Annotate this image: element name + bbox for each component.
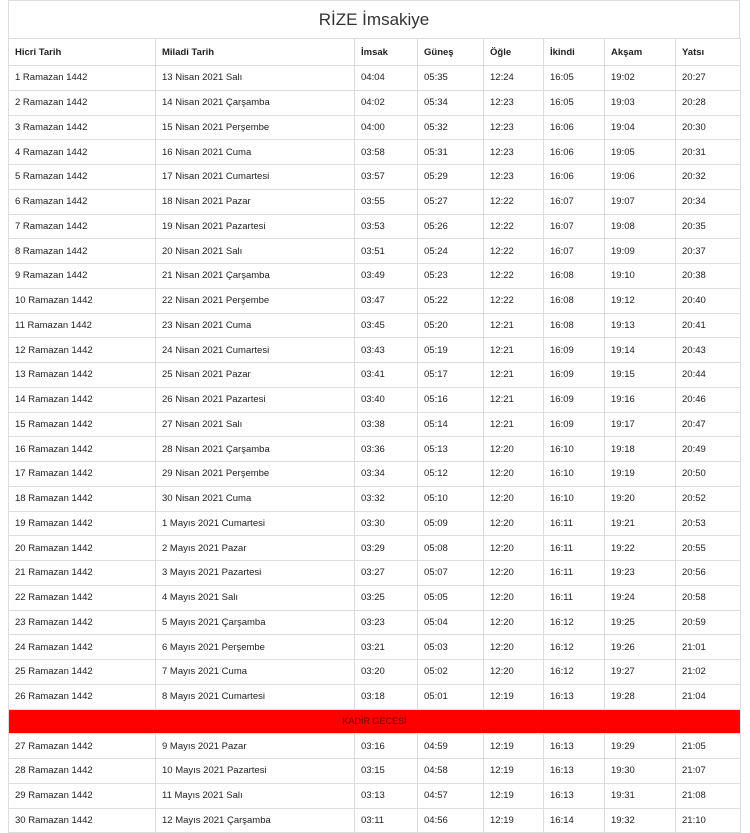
hicri-date-cell: 27 Ramazan 1442 (9, 734, 156, 759)
gunes-time-cell: 05:29 (418, 165, 484, 190)
miladi-date-cell: 20 Nisan 2021 Salı (156, 239, 355, 264)
ogle-time-cell: 12:20 (484, 462, 544, 487)
miladi-date-cell: 4 Mayıs 2021 Salı (156, 585, 355, 610)
aksam-time-cell: 19:12 (605, 288, 676, 313)
miladi-date-cell: 5 Mayıs 2021 Çarşamba (156, 610, 355, 635)
hicri-date-cell: 24 Ramazan 1442 (9, 635, 156, 660)
aksam-time-cell: 19:02 (605, 66, 676, 91)
miladi-date-cell: 16 Nisan 2021 Cuma (156, 140, 355, 165)
ogle-time-cell: 12:20 (484, 536, 544, 561)
aksam-time-cell: 19:03 (605, 90, 676, 115)
table-row (9, 462, 741, 487)
imsak-time-cell: 03:27 (355, 561, 418, 586)
ikindi-time-cell: 16:13 (544, 759, 605, 784)
gunes-time-cell: 05:32 (418, 115, 484, 140)
gunes-time-cell: 04:59 (418, 734, 484, 759)
gunes-time-cell: 05:22 (418, 288, 484, 313)
ikindi-time-cell: 16:11 (544, 536, 605, 561)
column-header-hicri: Hicri Tarih (9, 39, 156, 66)
gunes-time-cell: 05:26 (418, 214, 484, 239)
ikindi-time-cell: 16:12 (544, 635, 605, 660)
ogle-time-cell: 12:19 (484, 684, 544, 709)
hicri-date-cell: 12 Ramazan 1442 (9, 338, 156, 363)
miladi-date-cell: 24 Nisan 2021 Cumartesi (156, 338, 355, 363)
miladi-date-cell: 3 Mayıs 2021 Pazartesi (156, 561, 355, 586)
miladi-date-cell: 14 Nisan 2021 Çarşamba (156, 90, 355, 115)
miladi-date-cell: 7 Mayıs 2021 Cuma (156, 660, 355, 685)
miladi-date-cell: 26 Nisan 2021 Pazartesi (156, 387, 355, 412)
aksam-time-cell: 19:20 (605, 486, 676, 511)
imsak-time-cell: 03:57 (355, 165, 418, 190)
imsak-time-cell: 03:11 (355, 808, 418, 833)
aksam-time-cell: 19:13 (605, 313, 676, 338)
gunes-time-cell: 05:03 (418, 635, 484, 660)
aksam-time-cell: 19:29 (605, 734, 676, 759)
hicri-date-cell: 7 Ramazan 1442 (9, 214, 156, 239)
aksam-time-cell: 19:04 (605, 115, 676, 140)
hicri-date-cell: 6 Ramazan 1442 (9, 189, 156, 214)
column-header-aksam: Akşam (605, 39, 676, 66)
ogle-time-cell: 12:22 (484, 214, 544, 239)
aksam-time-cell: 19:06 (605, 165, 676, 190)
column-header-gunes: Güneş (418, 39, 484, 66)
miladi-date-cell: 1 Mayıs 2021 Cumartesi (156, 511, 355, 536)
yatsi-time-cell: 20:53 (676, 511, 741, 536)
ikindi-time-cell: 16:12 (544, 610, 605, 635)
gunes-time-cell: 05:31 (418, 140, 484, 165)
ogle-time-cell: 12:20 (484, 561, 544, 586)
imsakiye-table (8, 38, 741, 833)
hicri-date-cell: 30 Ramazan 1442 (9, 808, 156, 833)
aksam-time-cell: 19:22 (605, 536, 676, 561)
ikindi-time-cell: 16:09 (544, 387, 605, 412)
yatsi-time-cell: 20:28 (676, 90, 741, 115)
table-row (9, 412, 741, 437)
gunes-time-cell: 05:12 (418, 462, 484, 487)
ogle-time-cell: 12:23 (484, 90, 544, 115)
ikindi-time-cell: 16:06 (544, 140, 605, 165)
ikindi-time-cell: 16:08 (544, 288, 605, 313)
ikindi-time-cell: 16:11 (544, 511, 605, 536)
table-row (9, 511, 741, 536)
ikindi-time-cell: 16:08 (544, 264, 605, 289)
aksam-time-cell: 19:05 (605, 140, 676, 165)
yatsi-time-cell: 20:30 (676, 115, 741, 140)
imsak-time-cell: 03:20 (355, 660, 418, 685)
hicri-date-cell: 18 Ramazan 1442 (9, 486, 156, 511)
aksam-time-cell: 19:10 (605, 264, 676, 289)
yatsi-time-cell: 21:05 (676, 734, 741, 759)
imsak-time-cell: 03:34 (355, 462, 418, 487)
ikindi-time-cell: 16:11 (544, 561, 605, 586)
hicri-date-cell: 22 Ramazan 1442 (9, 585, 156, 610)
ikindi-time-cell: 16:10 (544, 437, 605, 462)
miladi-date-cell: 13 Nisan 2021 Salı (156, 66, 355, 91)
table-row (9, 437, 741, 462)
miladi-date-cell: 23 Nisan 2021 Cuma (156, 313, 355, 338)
imsak-time-cell: 03:55 (355, 189, 418, 214)
imsak-time-cell: 03:38 (355, 412, 418, 437)
ogle-time-cell: 12:22 (484, 189, 544, 214)
ogle-time-cell: 12:22 (484, 239, 544, 264)
gunes-time-cell: 05:17 (418, 363, 484, 388)
imsak-time-cell: 03:13 (355, 783, 418, 808)
miladi-date-cell: 9 Mayıs 2021 Pazar (156, 734, 355, 759)
gunes-time-cell: 05:19 (418, 338, 484, 363)
imsak-time-cell: 03:51 (355, 239, 418, 264)
aksam-time-cell: 19:27 (605, 660, 676, 685)
gunes-time-cell: 05:08 (418, 536, 484, 561)
gunes-time-cell: 05:27 (418, 189, 484, 214)
ogle-time-cell: 12:23 (484, 115, 544, 140)
miladi-date-cell: 27 Nisan 2021 Salı (156, 412, 355, 437)
yatsi-time-cell: 21:10 (676, 808, 741, 833)
ogle-time-cell: 12:21 (484, 412, 544, 437)
ikindi-time-cell: 16:05 (544, 66, 605, 91)
table-row (9, 759, 741, 784)
column-header-yatsi: Yatsı (676, 39, 741, 66)
imsak-time-cell: 03:18 (355, 684, 418, 709)
yatsi-time-cell: 20:40 (676, 288, 741, 313)
hicri-date-cell: 20 Ramazan 1442 (9, 536, 156, 561)
ogle-time-cell: 12:21 (484, 363, 544, 388)
table-row (9, 783, 741, 808)
ikindi-time-cell: 16:13 (544, 684, 605, 709)
imsak-time-cell: 03:30 (355, 511, 418, 536)
ikindi-time-cell: 16:05 (544, 90, 605, 115)
aksam-time-cell: 19:23 (605, 561, 676, 586)
hicri-date-cell: 28 Ramazan 1442 (9, 759, 156, 784)
ikindi-time-cell: 16:10 (544, 462, 605, 487)
table-row (9, 684, 741, 709)
yatsi-time-cell: 20:38 (676, 264, 741, 289)
table-row (9, 66, 741, 91)
gunes-time-cell: 05:04 (418, 610, 484, 635)
special-day-label: KADİR GECESİ (9, 709, 741, 734)
ogle-time-cell: 12:19 (484, 808, 544, 833)
gunes-time-cell: 04:56 (418, 808, 484, 833)
yatsi-time-cell: 21:04 (676, 684, 741, 709)
yatsi-time-cell: 20:59 (676, 610, 741, 635)
yatsi-time-cell: 21:08 (676, 783, 741, 808)
ikindi-time-cell: 16:08 (544, 313, 605, 338)
yatsi-time-cell: 20:35 (676, 214, 741, 239)
aksam-time-cell: 19:26 (605, 635, 676, 660)
table-row (9, 288, 741, 313)
hicri-date-cell: 29 Ramazan 1442 (9, 783, 156, 808)
hicri-date-cell: 26 Ramazan 1442 (9, 684, 156, 709)
kadir-gecesi-row (9, 709, 741, 734)
gunes-time-cell: 05:35 (418, 66, 484, 91)
imsak-time-cell: 03:43 (355, 338, 418, 363)
ikindi-time-cell: 16:14 (544, 808, 605, 833)
table-body (9, 66, 741, 833)
miladi-date-cell: 19 Nisan 2021 Pazartesi (156, 214, 355, 239)
yatsi-time-cell: 20:37 (676, 239, 741, 264)
ikindi-time-cell: 16:07 (544, 214, 605, 239)
yatsi-time-cell: 20:55 (676, 536, 741, 561)
table-row (9, 363, 741, 388)
imsak-time-cell: 03:40 (355, 387, 418, 412)
yatsi-time-cell: 20:47 (676, 412, 741, 437)
aksam-time-cell: 19:15 (605, 363, 676, 388)
table-row (9, 536, 741, 561)
imsak-time-cell: 03:45 (355, 313, 418, 338)
ikindi-time-cell: 16:12 (544, 660, 605, 685)
gunes-time-cell: 05:16 (418, 387, 484, 412)
hicri-date-cell: 4 Ramazan 1442 (9, 140, 156, 165)
table-row (9, 338, 741, 363)
aksam-time-cell: 19:18 (605, 437, 676, 462)
ogle-time-cell: 12:20 (484, 585, 544, 610)
aksam-time-cell: 19:28 (605, 684, 676, 709)
table-row (9, 115, 741, 140)
ogle-time-cell: 12:21 (484, 338, 544, 363)
miladi-date-cell: 28 Nisan 2021 Çarşamba (156, 437, 355, 462)
yatsi-time-cell: 20:27 (676, 66, 741, 91)
hicri-date-cell: 11 Ramazan 1442 (9, 313, 156, 338)
imsak-time-cell: 03:32 (355, 486, 418, 511)
miladi-date-cell: 21 Nisan 2021 Çarşamba (156, 264, 355, 289)
ogle-time-cell: 12:20 (484, 511, 544, 536)
imsak-time-cell: 03:49 (355, 264, 418, 289)
ikindi-time-cell: 16:13 (544, 734, 605, 759)
imsak-time-cell: 03:25 (355, 585, 418, 610)
column-header-miladi: Miladi Tarih (156, 39, 355, 66)
ikindi-time-cell: 16:09 (544, 338, 605, 363)
table-row (9, 189, 741, 214)
yatsi-time-cell: 20:43 (676, 338, 741, 363)
imsak-time-cell: 04:02 (355, 90, 418, 115)
gunes-time-cell: 05:20 (418, 313, 484, 338)
ogle-time-cell: 12:21 (484, 313, 544, 338)
column-header-imsak: İmsak (355, 39, 418, 66)
yatsi-time-cell: 20:58 (676, 585, 741, 610)
hicri-date-cell: 3 Ramazan 1442 (9, 115, 156, 140)
miladi-date-cell: 30 Nisan 2021 Cuma (156, 486, 355, 511)
hicri-date-cell: 23 Ramazan 1442 (9, 610, 156, 635)
imsak-time-cell: 03:21 (355, 635, 418, 660)
yatsi-time-cell: 20:31 (676, 140, 741, 165)
table-row (9, 610, 741, 635)
yatsi-time-cell: 21:01 (676, 635, 741, 660)
gunes-time-cell: 05:01 (418, 684, 484, 709)
miladi-date-cell: 15 Nisan 2021 Perşembe (156, 115, 355, 140)
ikindi-time-cell: 16:06 (544, 115, 605, 140)
table-row (9, 239, 741, 264)
column-header-ikindi: İkindi (544, 39, 605, 66)
hicri-date-cell: 14 Ramazan 1442 (9, 387, 156, 412)
ogle-time-cell: 12:20 (484, 660, 544, 685)
ogle-time-cell: 12:20 (484, 486, 544, 511)
yatsi-time-cell: 20:56 (676, 561, 741, 586)
table-row (9, 734, 741, 759)
aksam-time-cell: 19:19 (605, 462, 676, 487)
miladi-date-cell: 17 Nisan 2021 Cumartesi (156, 165, 355, 190)
gunes-time-cell: 05:02 (418, 660, 484, 685)
ogle-time-cell: 12:19 (484, 734, 544, 759)
hicri-date-cell: 9 Ramazan 1442 (9, 264, 156, 289)
yatsi-time-cell: 20:32 (676, 165, 741, 190)
gunes-time-cell: 05:34 (418, 90, 484, 115)
yatsi-time-cell: 20:46 (676, 387, 741, 412)
ikindi-time-cell: 16:09 (544, 412, 605, 437)
ikindi-time-cell: 16:09 (544, 363, 605, 388)
yatsi-time-cell: 20:41 (676, 313, 741, 338)
ikindi-time-cell: 16:07 (544, 239, 605, 264)
hicri-date-cell: 5 Ramazan 1442 (9, 165, 156, 190)
ogle-time-cell: 12:22 (484, 264, 544, 289)
ogle-time-cell: 12:23 (484, 165, 544, 190)
hicri-date-cell: 10 Ramazan 1442 (9, 288, 156, 313)
miladi-date-cell: 18 Nisan 2021 Pazar (156, 189, 355, 214)
aksam-time-cell: 19:14 (605, 338, 676, 363)
imsak-time-cell: 03:47 (355, 288, 418, 313)
table-row (9, 585, 741, 610)
aksam-time-cell: 19:25 (605, 610, 676, 635)
ikindi-time-cell: 16:06 (544, 165, 605, 190)
ikindi-time-cell: 16:10 (544, 486, 605, 511)
miladi-date-cell: 12 Mayıs 2021 Çarşamba (156, 808, 355, 833)
table-row (9, 165, 741, 190)
gunes-time-cell: 05:24 (418, 239, 484, 264)
yatsi-time-cell: 20:52 (676, 486, 741, 511)
table-row (9, 140, 741, 165)
miladi-date-cell: 25 Nisan 2021 Pazar (156, 363, 355, 388)
imsak-time-cell: 03:53 (355, 214, 418, 239)
aksam-time-cell: 19:24 (605, 585, 676, 610)
hicri-date-cell: 21 Ramazan 1442 (9, 561, 156, 586)
ikindi-time-cell: 16:13 (544, 783, 605, 808)
gunes-time-cell: 05:13 (418, 437, 484, 462)
aksam-time-cell: 19:31 (605, 783, 676, 808)
gunes-time-cell: 04:58 (418, 759, 484, 784)
imsakiye-container (8, 0, 740, 833)
table-row (9, 660, 741, 685)
hicri-date-cell: 8 Ramazan 1442 (9, 239, 156, 264)
imsak-time-cell: 03:16 (355, 734, 418, 759)
table-row (9, 264, 741, 289)
gunes-time-cell: 05:09 (418, 511, 484, 536)
miladi-date-cell: 8 Mayıs 2021 Cumartesi (156, 684, 355, 709)
imsak-time-cell: 03:29 (355, 536, 418, 561)
page-title: RİZE İmsakiye (8, 0, 740, 38)
gunes-time-cell: 05:14 (418, 412, 484, 437)
imsak-time-cell: 03:15 (355, 759, 418, 784)
aksam-time-cell: 19:30 (605, 759, 676, 784)
aksam-time-cell: 19:08 (605, 214, 676, 239)
ogle-time-cell: 12:19 (484, 783, 544, 808)
hicri-date-cell: 16 Ramazan 1442 (9, 437, 156, 462)
gunes-time-cell: 05:05 (418, 585, 484, 610)
miladi-date-cell: 2 Mayıs 2021 Pazar (156, 536, 355, 561)
header-row (9, 39, 741, 66)
hicri-date-cell: 17 Ramazan 1442 (9, 462, 156, 487)
miladi-date-cell: 22 Nisan 2021 Perşembe (156, 288, 355, 313)
table-row (9, 313, 741, 338)
aksam-time-cell: 19:16 (605, 387, 676, 412)
hicri-date-cell: 2 Ramazan 1442 (9, 90, 156, 115)
gunes-time-cell: 05:10 (418, 486, 484, 511)
ikindi-time-cell: 16:07 (544, 189, 605, 214)
ogle-time-cell: 12:20 (484, 610, 544, 635)
ogle-time-cell: 12:21 (484, 387, 544, 412)
imsak-time-cell: 03:23 (355, 610, 418, 635)
table-header (9, 39, 741, 66)
ogle-time-cell: 12:23 (484, 140, 544, 165)
table-row (9, 486, 741, 511)
yatsi-time-cell: 21:07 (676, 759, 741, 784)
hicri-date-cell: 1 Ramazan 1442 (9, 66, 156, 91)
ogle-time-cell: 12:20 (484, 635, 544, 660)
hicri-date-cell: 25 Ramazan 1442 (9, 660, 156, 685)
aksam-time-cell: 19:07 (605, 189, 676, 214)
yatsi-time-cell: 20:49 (676, 437, 741, 462)
table-row (9, 635, 741, 660)
ogle-time-cell: 12:20 (484, 437, 544, 462)
miladi-date-cell: 29 Nisan 2021 Perşembe (156, 462, 355, 487)
miladi-date-cell: 10 Mayıs 2021 Pazartesi (156, 759, 355, 784)
ogle-time-cell: 12:24 (484, 66, 544, 91)
table-row (9, 561, 741, 586)
imsak-time-cell: 04:00 (355, 115, 418, 140)
gunes-time-cell: 05:07 (418, 561, 484, 586)
column-header-ogle: Öğle (484, 39, 544, 66)
table-row (9, 214, 741, 239)
yatsi-time-cell: 20:44 (676, 363, 741, 388)
ogle-time-cell: 12:19 (484, 759, 544, 784)
imsak-time-cell: 03:36 (355, 437, 418, 462)
aksam-time-cell: 19:17 (605, 412, 676, 437)
hicri-date-cell: 19 Ramazan 1442 (9, 511, 156, 536)
gunes-time-cell: 04:57 (418, 783, 484, 808)
table-row (9, 808, 741, 833)
hicri-date-cell: 13 Ramazan 1442 (9, 363, 156, 388)
imsak-time-cell: 04:04 (355, 66, 418, 91)
aksam-time-cell: 19:09 (605, 239, 676, 264)
ikindi-time-cell: 16:11 (544, 585, 605, 610)
aksam-time-cell: 19:21 (605, 511, 676, 536)
table-row (9, 90, 741, 115)
yatsi-time-cell: 20:34 (676, 189, 741, 214)
miladi-date-cell: 6 Mayıs 2021 Perşembe (156, 635, 355, 660)
yatsi-time-cell: 21:02 (676, 660, 741, 685)
imsak-time-cell: 03:58 (355, 140, 418, 165)
aksam-time-cell: 19:32 (605, 808, 676, 833)
yatsi-time-cell: 20:50 (676, 462, 741, 487)
miladi-date-cell: 11 Mayıs 2021 Salı (156, 783, 355, 808)
ogle-time-cell: 12:22 (484, 288, 544, 313)
table-row (9, 387, 741, 412)
gunes-time-cell: 05:23 (418, 264, 484, 289)
hicri-date-cell: 15 Ramazan 1442 (9, 412, 156, 437)
imsak-time-cell: 03:41 (355, 363, 418, 388)
